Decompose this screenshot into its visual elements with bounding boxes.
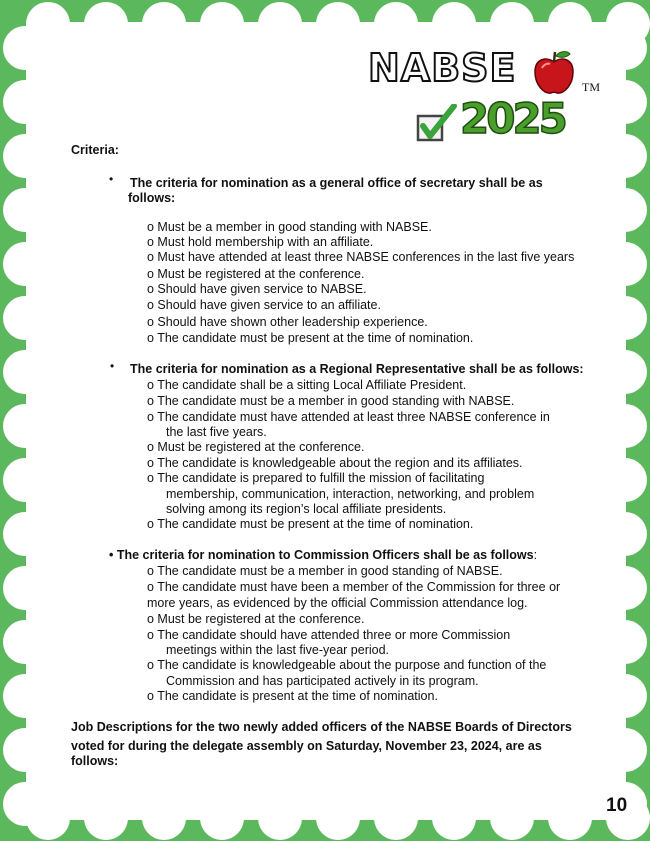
- list-item: o The candidate is prepared to fulfill the mission of facilitating: [147, 471, 485, 485]
- list-item: o The candidate is knowledgeable about the region and its affiliates.: [147, 456, 523, 470]
- list-item: o Must be a member in good standing with NABSE.: [147, 220, 432, 234]
- scallop: [3, 620, 47, 664]
- nabse-2025-logo: [364, 46, 614, 146]
- scallop: [84, 2, 128, 46]
- scallop: [432, 2, 476, 46]
- list-item: o Should have given service to NABSE.: [147, 282, 367, 296]
- scallop: [490, 796, 534, 840]
- list-item: o Must hold membership with an affiliate.: [147, 235, 374, 249]
- scallop: [3, 404, 47, 448]
- list-item-continuation: the last five years.: [166, 425, 267, 439]
- list-item: o The candidate shall be a sitting Local Affiliate President.: [147, 378, 467, 392]
- list-item-continuation: Commission and has participated actively in its program.: [166, 674, 479, 688]
- scallop: [258, 796, 302, 840]
- job-descriptions-line1: Job Descriptions for the two newly added officers of the NABSE Boards of Directors: [71, 720, 572, 734]
- scallop: [200, 796, 244, 840]
- list-item-continuation: more years, as evidenced by the official Commission attendance log.: [147, 596, 528, 610]
- scallop: [3, 728, 47, 772]
- list-item: o The candidate must be present at the time of nomination.: [147, 331, 474, 345]
- scallop: [603, 620, 647, 664]
- commission-heading: [109, 548, 537, 563]
- scallop: [548, 2, 592, 46]
- regional-heading: The criteria for nomination as a Regional Representative shall be as follows:: [130, 362, 584, 376]
- secretary-heading-line2: follows:: [128, 191, 176, 205]
- scallop: [548, 796, 592, 840]
- scallop: [603, 728, 647, 772]
- scallop: [142, 2, 186, 46]
- scallop: [603, 404, 647, 448]
- list-item: o The candidate must be present at the time of nomination.: [147, 517, 474, 531]
- trademark-label: TM: [582, 80, 600, 94]
- list-item: o Must have attended at least three NABSE conferences in the last five years: [147, 250, 575, 264]
- scallop: [84, 796, 128, 840]
- scallop: [603, 296, 647, 340]
- scallop: [3, 26, 47, 70]
- scallop: [258, 2, 302, 46]
- list-item-continuation: meetings within the last five-year period.: [166, 643, 390, 657]
- scallop: [3, 242, 47, 286]
- scallop: [316, 796, 360, 840]
- list-item: o The candidate must be a member in good standing of NABSE.: [147, 564, 503, 578]
- page-number: 10: [606, 795, 628, 816]
- checkbox-icon: [416, 104, 458, 142]
- list-item: o Should have given service to an affiliate.: [147, 298, 381, 312]
- criteria-heading: Criteria:: [71, 143, 119, 157]
- list-item-continuation: membership, communication, interaction, networking, and problem: [166, 487, 535, 501]
- job-descriptions-line3: follows:: [71, 754, 119, 768]
- scallop: [316, 2, 360, 46]
- bullet-icon: •: [110, 359, 115, 373]
- scallop: [603, 242, 647, 286]
- list-item: o Should have shown other leadership experience.: [147, 315, 428, 329]
- scallop: [490, 2, 534, 46]
- job-descriptions-line2: voted for during the delegate assembly on Saturday, November 23, 2024, are as: [71, 739, 542, 753]
- scallop: [3, 458, 47, 502]
- commission-heading-text: • The criteria for nomination to Commission Officers shall be as follows: [109, 548, 534, 562]
- scallop: [142, 796, 186, 840]
- list-item: o The candidate must be a member in good standing with NABSE.: [147, 394, 515, 408]
- scallop: [603, 458, 647, 502]
- scallop: [374, 796, 418, 840]
- list-item: o Must be registered at the conference.: [147, 440, 365, 454]
- scallop: [3, 296, 47, 340]
- scallop: [374, 2, 418, 46]
- list-item: o Must be registered at the conference.: [147, 267, 365, 281]
- scallop: [3, 134, 47, 178]
- commission-heading-colon: :: [533, 548, 538, 562]
- list-item: o Must be registered at the conference.: [147, 612, 365, 626]
- list-item: o The candidate must have attended at least three NABSE conference in: [147, 410, 550, 424]
- scallop: [3, 512, 47, 556]
- scallop: [603, 512, 647, 556]
- list-item-continuation: solving among its region’s local affiliate presidents.: [166, 502, 447, 516]
- scallop: [3, 350, 47, 394]
- scallop: [432, 796, 476, 840]
- scallop: [603, 188, 647, 232]
- secretary-heading-line1: The criteria for nomination as a general office of secretary shall be as: [130, 176, 543, 190]
- scallop: [3, 80, 47, 124]
- scallop: [3, 566, 47, 610]
- list-item: o The candidate is knowledgeable about the purpose and function of the: [147, 658, 547, 672]
- scallop: [603, 350, 647, 394]
- apple-icon: [532, 50, 576, 96]
- scallop: [603, 566, 647, 610]
- logo-brand-text: NABSE: [368, 46, 517, 90]
- logo-year: 2025: [460, 94, 565, 143]
- scallop: [200, 2, 244, 46]
- list-item: o The candidate must have been a member of the Commission for three or: [147, 580, 561, 594]
- list-item: o The candidate should have attended three or more Commission: [147, 628, 511, 642]
- scallop: [3, 782, 47, 826]
- bullet-icon: •: [109, 172, 114, 186]
- scallop: [3, 188, 47, 232]
- list-item: o The candidate is present at the time of nomination.: [147, 689, 438, 703]
- scallop: [603, 674, 647, 718]
- scallop: [3, 674, 47, 718]
